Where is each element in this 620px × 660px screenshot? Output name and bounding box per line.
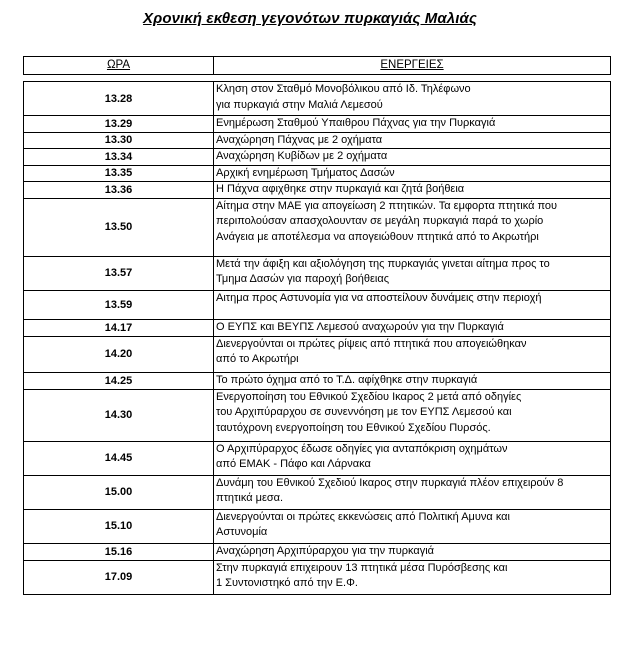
action-cell: Στην πυρκαγιά επιχειρουν 13 πτητικά μέσα Πυρόσβεσης και 1 Συντονιστηκό από την Ε.Φ.	[214, 560, 611, 594]
table-row	[24, 182, 611, 199]
page-title: Χρονική εκθεση γεγονότων πυρκαγιάς Μαλιάς	[143, 10, 477, 27]
time-cell: 15.00	[24, 475, 214, 509]
time-cell: 13.35	[24, 165, 214, 182]
action-cell: Ενεργοποίηση του Εθνικού Σχεδίου Ικαρος 2 μετά από οδηγίες του Αρχιπύραρχου σε συνεννόηση με τον ΕΥΠΣ Λεμεσού και ταυτόχρονη ενεργοποίηση του Εθνικού Σχεδίου Πυρσός.	[214, 389, 611, 441]
time-cell: 15.16	[24, 543, 214, 560]
time-cell: 13.50	[24, 198, 214, 256]
time-cell: 14.20	[24, 336, 214, 372]
table-row	[24, 82, 611, 116]
time-cell: 14.17	[24, 319, 214, 336]
action-cell: Διενεργούνται οι πρώτες ρίψεις από πτητικά που απογειώθηκαν από το Ακρωτήρι	[214, 336, 611, 372]
time-cell: 13.59	[24, 290, 214, 319]
table-row	[24, 132, 611, 149]
table-row	[24, 389, 611, 441]
time-cell: 17.09	[24, 560, 214, 594]
action-cell: Αρχική ενημέρωση Τμήματος Δασών	[214, 165, 611, 182]
timeline-table	[23, 81, 611, 595]
time-cell: 13.30	[24, 132, 214, 149]
table-row	[24, 475, 611, 509]
time-cell: 13.34	[24, 149, 214, 166]
action-cell: Η Πάχνα αφιχθηκε στην πυρκαγιά και ζητά βοήθεια	[214, 182, 611, 199]
time-cell: 13.28	[24, 82, 214, 116]
action-cell: Ενημέρωση Σταθμού Υπαιθρου Πάχνας για την Πυρκαγιά	[214, 116, 611, 133]
table-row	[24, 165, 611, 182]
table-row	[24, 256, 611, 290]
header-actions: ΕΝΕΡΓΕΙΕΣ	[214, 57, 611, 75]
table-row	[24, 372, 611, 389]
table-row	[24, 319, 611, 336]
action-cell: Αναχώρηση Κυβίδων με 2 οχήματα	[214, 149, 611, 166]
timeline-rows	[24, 82, 611, 595]
table-row	[24, 441, 611, 475]
table-row	[24, 509, 611, 543]
time-cell: 14.25	[24, 372, 214, 389]
table-row	[24, 336, 611, 372]
action-cell: Αναχώρηση Πάχνας με 2 οχήματα	[214, 132, 611, 149]
table-row	[24, 290, 611, 319]
action-cell: Μετά την άφιξη και αξιολόγηση της πυρκαγιάς γινεται αίτημα προς το Τμημα Δασών για παροχή βοήθειας	[214, 256, 611, 290]
time-cell: 15.10	[24, 509, 214, 543]
action-cell: Αναχώρηση Αρχιπύραρχου για την πυρκαγιά	[214, 543, 611, 560]
table-row	[24, 543, 611, 560]
table-row	[24, 149, 611, 166]
action-cell: Διενεργούνται οι πρώτες εκκενώσεις από Πολιτική Αμυνα και Αστυνομία	[214, 509, 611, 543]
action-cell: Κληση στον Σταθμό Μονοβόλικου από Ιδ. Τηλέφωνο για πυρκαγιά στην Μαλιά Λεμεσού	[214, 82, 611, 116]
header-time: ΩΡΑ	[24, 57, 214, 75]
header-row	[24, 57, 611, 75]
action-cell: Αίτημα στην ΜΑΕ για απογείωση 2 πτητικών. Τα εμφορτα πτητικά που περιπολούσαν απασχολουνταν σε μεγάλη πυρκαγιά παρά το χωρίο Ανάγεια με αποτέλεσμα να απογειώθουν πτητικά από το Ακρωτήρι	[214, 198, 611, 256]
time-cell: 14.30	[24, 389, 214, 441]
action-cell: Δυνάμη του Εθνικού Σχεδιού Ικαρος στην πυρκαγιά πλέον επιχειρούν 8 πτητικά μεσα.	[214, 475, 611, 509]
time-cell: 13.57	[24, 256, 214, 290]
table-row	[24, 116, 611, 133]
time-cell: 13.36	[24, 182, 214, 199]
table-row	[24, 198, 611, 256]
action-cell: Ο Αρχιπύραρχος έδωσε οδηγίες για ανταπόκριση οχημάτων από ΕΜΑΚ - Πάφο και Λάρνακα	[214, 441, 611, 475]
table-row	[24, 560, 611, 594]
action-cell: Ο ΕΥΠΣ και ΒΕΥΠΣ Λεμεσού αναχωρούν για την Πυρκαγιά	[214, 319, 611, 336]
time-cell: 14.45	[24, 441, 214, 475]
action-cell: Το πρώτο όχημα από το Τ.Δ. αφίχθηκε στην πυρκαγιά	[214, 372, 611, 389]
time-cell: 13.29	[24, 116, 214, 133]
header-table	[23, 56, 611, 75]
action-cell: Αιτημα προς Αστυνομία για να αποστείλουν δυνάμεις στην περιοχή	[214, 290, 611, 319]
